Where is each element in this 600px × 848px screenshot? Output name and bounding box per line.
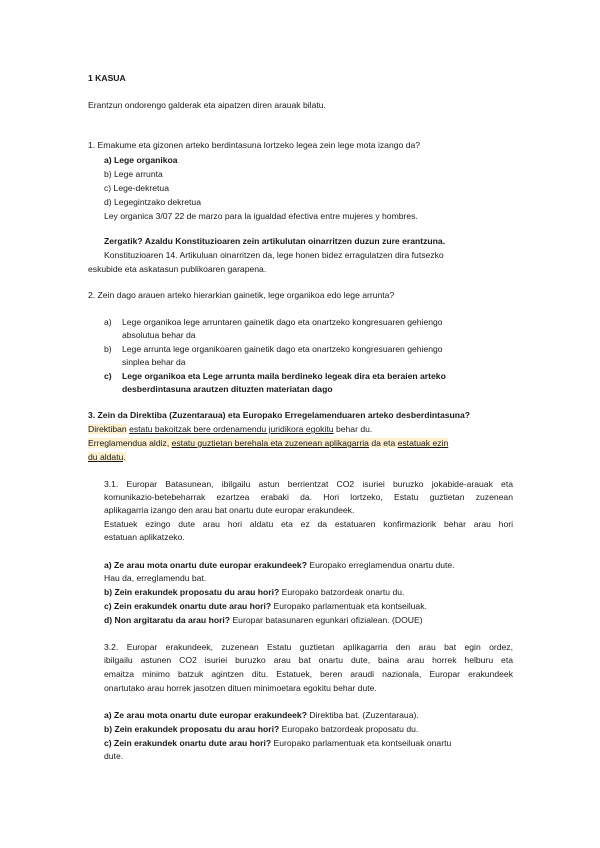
q2-option-b-marker: b) [104, 344, 112, 354]
q2-option-c-marker: c) [104, 371, 112, 381]
q2-question: 2. Zein dago arauen arteko hierarkian gainetik, lege organikoa edo lege arrunta? [88, 290, 395, 300]
case32-qa-b-answer: Europako batzordeak proposatu du. [279, 724, 419, 734]
case31-qa-d [104, 615, 423, 626]
case31-qa-a-answer: Europako erreglamendua onartu dute. [306, 560, 455, 570]
regulation-cannot: estatuak ezin [397, 438, 449, 448]
case31-line3: aplikagarria izango den arau bat onartu dute europar erakundeek. [104, 505, 355, 515]
case32-line2: ibilgailu astunen CO2 isuriei buruzko arau bat onartu dute, baina arau horrek helburu eta [104, 655, 513, 665]
regulation-text2: da eta [368, 438, 398, 448]
case31-qa-b-question: b) Zein erakundek proposatu du arau hori? [104, 587, 280, 597]
regulation-definition: estatu guztietan berehala eta zuzenean aplikagarria [171, 438, 369, 448]
q3-question: 3. Zein da Direktiba (Zuzentaraua) eta Europako Erregelamenduaren arteko desberdintasuna? [88, 410, 471, 420]
case31-qa-c [104, 601, 427, 612]
q2-option-c-line2: desberdintasuna arautzen dituzten materiatan dago [122, 384, 333, 394]
case31-qa-c-answer: Europako parlamentuak eta kontseiluak. [271, 601, 427, 611]
q1-option-a: a) Lege organikoa [104, 155, 178, 165]
q2-option-a-line1: Lege organikoa lege arruntaren gainetik dago eta onartzeko kongresuaren gehiengo [122, 317, 443, 327]
case31-qa-c-question: c) Zein erakundek onartu dute arau hori? [104, 601, 272, 611]
case31-qa-a-cont: Hau da, erreglamendu bat. [104, 573, 207, 583]
regulation-end: . [123, 452, 126, 462]
q1-law-reference: Ley organica 3/07 22 de marzo para la igualdad efectiva entre mujeres y hombres. [104, 211, 418, 221]
q1-option-c: c) Lege-dekretua [104, 183, 169, 193]
case32-line1: 3.2. Europar erakundeek, zuzenean Estatu guztietan aplikagarria den arau bat egin ordez, [104, 642, 513, 652]
case31-line2: komunikazio-betebeharrak ezartzea erabaki da. Hori lortzeko, Estatu guztietan zuzenean [104, 492, 513, 502]
q2-option-b-line1: Lege arrunta lege organikoaren gainetik dago eta onartzeko kongresuaren gehiengo [122, 344, 443, 354]
case31-qa-a [104, 560, 455, 571]
case32-qa-c-question: c) Zein erakundek onartu dute arau hori? [104, 738, 272, 748]
case31-line1: 3.1. Europar Batasunean, ibilgailu astun berrientzat CO2 isuriei buruzko jokabide-arauak eta [104, 479, 513, 489]
directive-rest: behar du. [333, 424, 373, 434]
q1-why-question: Zergatik? Azaldu Konstituzioaren zein artikulutan oinarritzen duzun zure erantzuna. [104, 236, 446, 246]
regulation-term: Erreglamendua [88, 438, 147, 448]
case31-qa-b-answer: Europako batzordeak onartu du. [279, 587, 405, 597]
case31-note-line2: estatuan aplikatzeko. [104, 532, 185, 542]
case31-qa-b [104, 587, 404, 598]
case32-qa-a-answer: Direktiba bat. (Zuzentaraua). [306, 710, 419, 720]
case32-line4: onartutako arau horrek jasotzen dituen minimoetara egokitu behar dute. [104, 683, 377, 693]
case31-qa-d-question: d) Non argitaratu da arau hori? [104, 615, 231, 625]
q1-why-answer-line1: Konstituzioaren 14. Artikuluan oinarritzen da, lege honen bidez erragulatzen dira futsezko [104, 250, 444, 260]
case32-qa-b-question: b) Zein erakundek proposatu du arau hori? [104, 724, 280, 734]
case-heading: 1 KASUA [88, 73, 126, 83]
regulation-cannot-cont: du aldatu [88, 452, 124, 462]
case32-qa-c-answer: Europako parlamentuak eta kontseiluak onartu [271, 738, 452, 748]
case32-qa-a [104, 710, 419, 721]
directive-definition: estatu bakoitzak bere ordenamendu juridikora egokitu [129, 424, 334, 434]
q1-why-answer-line2: eskubide eta askatasun publikoaren garapena. [88, 264, 267, 274]
case31-note-line1: Estatuek ezingo dute arau hori aldatu eta ez da estatuaren konfirmaziorik behar arau hori [104, 519, 513, 529]
q2-option-c-line1: Lege organikoa eta Lege arrunta maila berdineko legeak dira eta beraien arteko [122, 371, 446, 381]
case31-qa-d-answer: Europar batasunaren egunkari ofizialean. (DOUE) [230, 615, 423, 625]
case32-qa-c-cont: dute. [104, 751, 124, 761]
intro-text: Erantzun ondorengo galderak eta aipatzen diren arauak bilatu. [88, 100, 326, 110]
q1-option-b: b) Lege arrunta [104, 169, 163, 179]
case32-qa-a-question: a) Ze arau mota onartu dute europar erakundeek? [104, 710, 307, 720]
case32-line3: emaitza minimo batzuk agintzen ditu. Estatuek, beren araudi nazionala, Europar erakundeek [104, 669, 513, 679]
q1-question: 1. Emakume eta gizonen arteko berdintasuna lortzeko legea zein lege mota izango da? [88, 140, 421, 150]
directive-term: Direktiban [88, 424, 127, 434]
q3-regulation-line2 [88, 452, 126, 463]
q2-option-a-marker: a) [104, 317, 112, 327]
q2-option-b-line2: sinplea behar da [122, 357, 186, 367]
regulation-text1: aldiz, [146, 438, 172, 448]
case32-qa-c [104, 738, 451, 749]
case31-qa-a-question: a) Ze arau mota onartu dute europar erakundeek? [104, 560, 307, 570]
q3-directive-line [88, 424, 372, 435]
q2-option-a-line2: absolutua behar da [122, 330, 196, 340]
q1-option-d: d) Legegintzako dekretua [104, 197, 201, 207]
case32-qa-b [104, 724, 418, 735]
q3-regulation-line [88, 438, 448, 449]
